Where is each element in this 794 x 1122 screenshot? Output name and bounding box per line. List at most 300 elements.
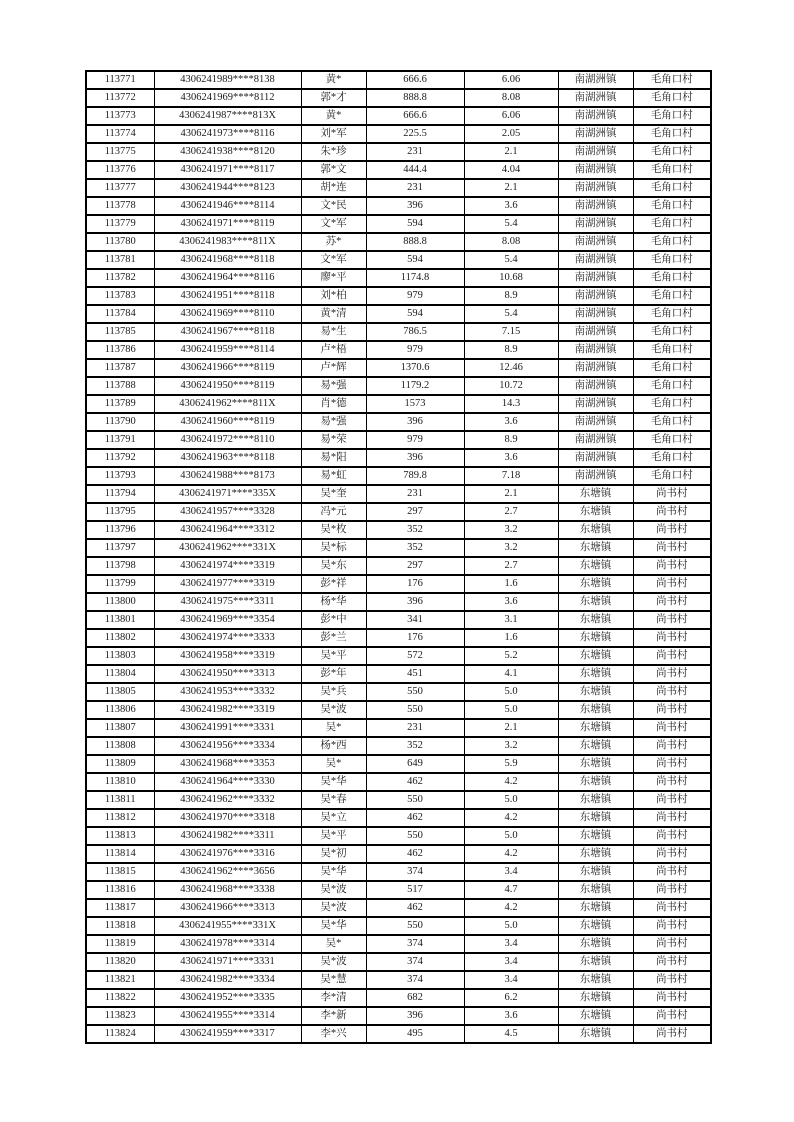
cell-seq: 113773 bbox=[86, 107, 154, 125]
cell-village: 毛角口村 bbox=[633, 287, 711, 305]
cell-village: 尚书村 bbox=[633, 683, 711, 701]
cell-amount: 352 bbox=[366, 521, 464, 539]
cell-seq: 113776 bbox=[86, 161, 154, 179]
cell-name: 吴* bbox=[301, 935, 366, 953]
table-row bbox=[86, 701, 711, 719]
cell-id_number: 4306241964****3330 bbox=[154, 773, 301, 791]
cell-town: 东塘镇 bbox=[558, 899, 633, 917]
cell-area: 5.2 bbox=[464, 647, 558, 665]
cell-amount: 297 bbox=[366, 503, 464, 521]
cell-amount: 231 bbox=[366, 485, 464, 503]
cell-name: 彭*兰 bbox=[301, 629, 366, 647]
table-row bbox=[86, 737, 711, 755]
cell-town: 东塘镇 bbox=[558, 701, 633, 719]
cell-amount: 594 bbox=[366, 215, 464, 233]
cell-amount: 341 bbox=[366, 611, 464, 629]
cell-village: 尚书村 bbox=[633, 809, 711, 827]
cell-area: 7.18 bbox=[464, 467, 558, 485]
cell-id_number: 4306241971****8117 bbox=[154, 161, 301, 179]
cell-seq: 113817 bbox=[86, 899, 154, 917]
table-row bbox=[86, 917, 711, 935]
table-row bbox=[86, 611, 711, 629]
cell-id_number: 4306241950****3313 bbox=[154, 665, 301, 683]
table-row bbox=[86, 845, 711, 863]
cell-amount: 462 bbox=[366, 809, 464, 827]
cell-area: 4.1 bbox=[464, 665, 558, 683]
table-row bbox=[86, 251, 711, 269]
cell-area: 4.2 bbox=[464, 809, 558, 827]
table-row bbox=[86, 557, 711, 575]
cell-name: 彭*祥 bbox=[301, 575, 366, 593]
cell-id_number: 4306241958****3319 bbox=[154, 647, 301, 665]
cell-amount: 396 bbox=[366, 413, 464, 431]
cell-town: 东塘镇 bbox=[558, 557, 633, 575]
table-row bbox=[86, 143, 711, 161]
table-row bbox=[86, 413, 711, 431]
cell-town: 东塘镇 bbox=[558, 575, 633, 593]
cell-amount: 462 bbox=[366, 899, 464, 917]
cell-village: 毛角口村 bbox=[633, 359, 711, 377]
cell-id_number: 4306241968****3338 bbox=[154, 881, 301, 899]
cell-town: 南湖洲镇 bbox=[558, 197, 633, 215]
table-row bbox=[86, 719, 711, 737]
cell-village: 毛角口村 bbox=[633, 305, 711, 323]
table-row bbox=[86, 881, 711, 899]
table-row bbox=[86, 863, 711, 881]
cell-name: 吴*春 bbox=[301, 791, 366, 809]
cell-area: 3.4 bbox=[464, 971, 558, 989]
cell-village: 毛角口村 bbox=[633, 143, 711, 161]
cell-amount: 396 bbox=[366, 449, 464, 467]
cell-area: 3.2 bbox=[464, 539, 558, 557]
cell-area: 3.6 bbox=[464, 1007, 558, 1025]
cell-seq: 113780 bbox=[86, 233, 154, 251]
cell-seq: 113796 bbox=[86, 521, 154, 539]
cell-town: 东塘镇 bbox=[558, 503, 633, 521]
cell-id_number: 4306241968****8118 bbox=[154, 251, 301, 269]
cell-amount: 594 bbox=[366, 251, 464, 269]
cell-id_number: 4306241967****8118 bbox=[154, 323, 301, 341]
cell-area: 2.7 bbox=[464, 503, 558, 521]
cell-seq: 113813 bbox=[86, 827, 154, 845]
cell-village: 尚书村 bbox=[633, 1025, 711, 1043]
cell-seq: 113807 bbox=[86, 719, 154, 737]
cell-name: 吴*慧 bbox=[301, 971, 366, 989]
cell-amount: 789.8 bbox=[366, 467, 464, 485]
cell-id_number: 4306241964****3312 bbox=[154, 521, 301, 539]
cell-town: 东塘镇 bbox=[558, 827, 633, 845]
cell-village: 尚书村 bbox=[633, 845, 711, 863]
table-row bbox=[86, 791, 711, 809]
cell-area: 3.6 bbox=[464, 197, 558, 215]
cell-town: 东塘镇 bbox=[558, 521, 633, 539]
cell-seq: 113781 bbox=[86, 251, 154, 269]
table-row bbox=[86, 935, 711, 953]
cell-name: 杨*西 bbox=[301, 737, 366, 755]
table-row bbox=[86, 197, 711, 215]
cell-town: 南湖洲镇 bbox=[558, 107, 633, 125]
cell-id_number: 4306241971****8119 bbox=[154, 215, 301, 233]
cell-amount: 352 bbox=[366, 539, 464, 557]
table-row bbox=[86, 683, 711, 701]
cell-area: 10.68 bbox=[464, 269, 558, 287]
cell-name: 易*虹 bbox=[301, 467, 366, 485]
table-row bbox=[86, 161, 711, 179]
cell-name: 吴*平 bbox=[301, 647, 366, 665]
cell-name: 吴*波 bbox=[301, 899, 366, 917]
cell-seq: 113805 bbox=[86, 683, 154, 701]
cell-seq: 113822 bbox=[86, 989, 154, 1007]
cell-area: 3.2 bbox=[464, 737, 558, 755]
cell-town: 东塘镇 bbox=[558, 755, 633, 773]
cell-village: 尚书村 bbox=[633, 863, 711, 881]
cell-town: 东塘镇 bbox=[558, 665, 633, 683]
cell-area: 14.3 bbox=[464, 395, 558, 413]
cell-name: 吴*枚 bbox=[301, 521, 366, 539]
cell-amount: 374 bbox=[366, 971, 464, 989]
cell-seq: 113791 bbox=[86, 431, 154, 449]
cell-town: 东塘镇 bbox=[558, 881, 633, 899]
cell-village: 尚书村 bbox=[633, 881, 711, 899]
beneficiary-table bbox=[85, 70, 712, 1044]
cell-area: 5.0 bbox=[464, 791, 558, 809]
cell-area: 4.2 bbox=[464, 899, 558, 917]
cell-id_number: 4306241953****3332 bbox=[154, 683, 301, 701]
cell-area: 2.1 bbox=[464, 485, 558, 503]
cell-seq: 113799 bbox=[86, 575, 154, 593]
cell-seq: 113790 bbox=[86, 413, 154, 431]
cell-area: 5.0 bbox=[464, 827, 558, 845]
cell-id_number: 4306241987****813X bbox=[154, 107, 301, 125]
cell-amount: 1174.8 bbox=[366, 269, 464, 287]
cell-id_number: 4306241964****8116 bbox=[154, 269, 301, 287]
table-row bbox=[86, 593, 711, 611]
cell-seq: 113803 bbox=[86, 647, 154, 665]
cell-town: 南湖洲镇 bbox=[558, 179, 633, 197]
cell-village: 毛角口村 bbox=[633, 251, 711, 269]
cell-amount: 888.8 bbox=[366, 89, 464, 107]
cell-village: 尚书村 bbox=[633, 557, 711, 575]
cell-town: 东塘镇 bbox=[558, 593, 633, 611]
table-row bbox=[86, 827, 711, 845]
cell-seq: 113802 bbox=[86, 629, 154, 647]
cell-amount: 666.6 bbox=[366, 71, 464, 89]
cell-id_number: 4306241946****8114 bbox=[154, 197, 301, 215]
cell-id_number: 4306241944****8123 bbox=[154, 179, 301, 197]
cell-id_number: 4306241983****811X bbox=[154, 233, 301, 251]
table-row bbox=[86, 755, 711, 773]
cell-area: 8.08 bbox=[464, 89, 558, 107]
cell-name: 吴*华 bbox=[301, 917, 366, 935]
cell-village: 尚书村 bbox=[633, 737, 711, 755]
cell-seq: 113779 bbox=[86, 215, 154, 233]
cell-town: 东塘镇 bbox=[558, 971, 633, 989]
cell-town: 南湖洲镇 bbox=[558, 215, 633, 233]
cell-amount: 1573 bbox=[366, 395, 464, 413]
cell-name: 杨*华 bbox=[301, 593, 366, 611]
cell-id_number: 4306241974****3333 bbox=[154, 629, 301, 647]
table-row bbox=[86, 953, 711, 971]
cell-area: 1.6 bbox=[464, 575, 558, 593]
cell-name: 卢*梧 bbox=[301, 341, 366, 359]
cell-amount: 396 bbox=[366, 593, 464, 611]
cell-id_number: 4306241968****3353 bbox=[154, 755, 301, 773]
cell-id_number: 4306241982****3319 bbox=[154, 701, 301, 719]
cell-seq: 113795 bbox=[86, 503, 154, 521]
cell-area: 1.6 bbox=[464, 629, 558, 647]
cell-amount: 374 bbox=[366, 863, 464, 881]
cell-id_number: 4306241959****8114 bbox=[154, 341, 301, 359]
table-row bbox=[86, 359, 711, 377]
table-row bbox=[86, 323, 711, 341]
cell-name: 刘*柏 bbox=[301, 287, 366, 305]
cell-name: 李*兴 bbox=[301, 1025, 366, 1043]
cell-name: 文*军 bbox=[301, 215, 366, 233]
cell-amount: 495 bbox=[366, 1025, 464, 1043]
cell-amount: 786.5 bbox=[366, 323, 464, 341]
cell-village: 尚书村 bbox=[633, 611, 711, 629]
cell-name: 吴*波 bbox=[301, 953, 366, 971]
cell-town: 东塘镇 bbox=[558, 953, 633, 971]
cell-id_number: 4306241957****3328 bbox=[154, 503, 301, 521]
cell-town: 东塘镇 bbox=[558, 737, 633, 755]
cell-id_number: 4306241951****8118 bbox=[154, 287, 301, 305]
cell-amount: 550 bbox=[366, 791, 464, 809]
cell-village: 尚书村 bbox=[633, 539, 711, 557]
cell-town: 南湖洲镇 bbox=[558, 449, 633, 467]
table-row bbox=[86, 431, 711, 449]
cell-name: 文*军 bbox=[301, 251, 366, 269]
cell-village: 尚书村 bbox=[633, 773, 711, 791]
cell-area: 3.6 bbox=[464, 449, 558, 467]
table-row bbox=[86, 341, 711, 359]
cell-village: 毛角口村 bbox=[633, 323, 711, 341]
cell-village: 尚书村 bbox=[633, 899, 711, 917]
cell-seq: 113774 bbox=[86, 125, 154, 143]
cell-area: 10.72 bbox=[464, 377, 558, 395]
cell-area: 4.2 bbox=[464, 845, 558, 863]
cell-name: 郭*文 bbox=[301, 161, 366, 179]
table-row bbox=[86, 539, 711, 557]
cell-town: 南湖洲镇 bbox=[558, 377, 633, 395]
table-row bbox=[86, 377, 711, 395]
cell-area: 3.4 bbox=[464, 935, 558, 953]
cell-name: 苏* bbox=[301, 233, 366, 251]
cell-town: 东塘镇 bbox=[558, 683, 633, 701]
cell-town: 东塘镇 bbox=[558, 611, 633, 629]
cell-area: 3.6 bbox=[464, 593, 558, 611]
cell-seq: 113816 bbox=[86, 881, 154, 899]
table-row bbox=[86, 1025, 711, 1043]
cell-name: 黄* bbox=[301, 107, 366, 125]
table-row bbox=[86, 179, 711, 197]
cell-village: 尚书村 bbox=[633, 827, 711, 845]
cell-id_number: 4306241969****3354 bbox=[154, 611, 301, 629]
cell-village: 毛角口村 bbox=[633, 125, 711, 143]
cell-area: 5.4 bbox=[464, 215, 558, 233]
cell-town: 东塘镇 bbox=[558, 485, 633, 503]
cell-seq: 113772 bbox=[86, 89, 154, 107]
cell-area: 5.9 bbox=[464, 755, 558, 773]
cell-amount: 231 bbox=[366, 179, 464, 197]
cell-amount: 374 bbox=[366, 935, 464, 953]
cell-village: 毛角口村 bbox=[633, 89, 711, 107]
cell-amount: 550 bbox=[366, 917, 464, 935]
cell-amount: 979 bbox=[366, 431, 464, 449]
cell-village: 毛角口村 bbox=[633, 467, 711, 485]
cell-id_number: 4306241976****3316 bbox=[154, 845, 301, 863]
cell-seq: 113787 bbox=[86, 359, 154, 377]
cell-town: 东塘镇 bbox=[558, 1007, 633, 1025]
cell-village: 尚书村 bbox=[633, 521, 711, 539]
cell-village: 毛角口村 bbox=[633, 197, 711, 215]
cell-town: 南湖洲镇 bbox=[558, 413, 633, 431]
cell-name: 郭*才 bbox=[301, 89, 366, 107]
cell-area: 6.06 bbox=[464, 71, 558, 89]
cell-village: 毛角口村 bbox=[633, 215, 711, 233]
cell-id_number: 4306241962****3656 bbox=[154, 863, 301, 881]
cell-id_number: 4306241975****3311 bbox=[154, 593, 301, 611]
table-row bbox=[86, 395, 711, 413]
cell-id_number: 4306241966****8119 bbox=[154, 359, 301, 377]
cell-seq: 113784 bbox=[86, 305, 154, 323]
cell-village: 毛角口村 bbox=[633, 179, 711, 197]
table-row bbox=[86, 971, 711, 989]
cell-village: 毛角口村 bbox=[633, 233, 711, 251]
table-row bbox=[86, 575, 711, 593]
table-row bbox=[86, 773, 711, 791]
cell-town: 东塘镇 bbox=[558, 809, 633, 827]
cell-village: 毛角口村 bbox=[633, 431, 711, 449]
cell-town: 东塘镇 bbox=[558, 629, 633, 647]
cell-area: 8.9 bbox=[464, 341, 558, 359]
cell-name: 吴*标 bbox=[301, 539, 366, 557]
cell-name: 吴*东 bbox=[301, 557, 366, 575]
cell-area: 5.0 bbox=[464, 917, 558, 935]
cell-area: 3.4 bbox=[464, 863, 558, 881]
cell-id_number: 4306241973****8116 bbox=[154, 125, 301, 143]
cell-name: 卢*辉 bbox=[301, 359, 366, 377]
cell-town: 东塘镇 bbox=[558, 935, 633, 953]
cell-id_number: 4306241966****3313 bbox=[154, 899, 301, 917]
cell-amount: 462 bbox=[366, 845, 464, 863]
cell-area: 8.9 bbox=[464, 287, 558, 305]
cell-amount: 462 bbox=[366, 773, 464, 791]
cell-amount: 374 bbox=[366, 953, 464, 971]
cell-village: 尚书村 bbox=[633, 665, 711, 683]
cell-seq: 113820 bbox=[86, 953, 154, 971]
cell-town: 东塘镇 bbox=[558, 791, 633, 809]
cell-name: 肖*德 bbox=[301, 395, 366, 413]
cell-amount: 550 bbox=[366, 683, 464, 701]
cell-seq: 113775 bbox=[86, 143, 154, 161]
cell-id_number: 4306241938****8120 bbox=[154, 143, 301, 161]
cell-id_number: 4306241982****3311 bbox=[154, 827, 301, 845]
cell-name: 吴*平 bbox=[301, 827, 366, 845]
cell-village: 尚书村 bbox=[633, 1007, 711, 1025]
cell-area: 2.1 bbox=[464, 179, 558, 197]
cell-village: 尚书村 bbox=[633, 971, 711, 989]
table-row bbox=[86, 125, 711, 143]
cell-amount: 666.6 bbox=[366, 107, 464, 125]
cell-amount: 979 bbox=[366, 341, 464, 359]
cell-area: 2.05 bbox=[464, 125, 558, 143]
cell-town: 南湖洲镇 bbox=[558, 431, 633, 449]
cell-town: 南湖洲镇 bbox=[558, 71, 633, 89]
cell-seq: 113821 bbox=[86, 971, 154, 989]
cell-amount: 352 bbox=[366, 737, 464, 755]
cell-town: 南湖洲镇 bbox=[558, 161, 633, 179]
cell-town: 东塘镇 bbox=[558, 863, 633, 881]
cell-name: 廖*平 bbox=[301, 269, 366, 287]
cell-amount: 594 bbox=[366, 305, 464, 323]
cell-area: 4.04 bbox=[464, 161, 558, 179]
cell-amount: 451 bbox=[366, 665, 464, 683]
cell-area: 3.1 bbox=[464, 611, 558, 629]
cell-village: 毛角口村 bbox=[633, 413, 711, 431]
cell-town: 南湖洲镇 bbox=[558, 341, 633, 359]
cell-seq: 113777 bbox=[86, 179, 154, 197]
cell-area: 2.1 bbox=[464, 719, 558, 737]
cell-id_number: 4306241962****811X bbox=[154, 395, 301, 413]
cell-amount: 888.8 bbox=[366, 233, 464, 251]
cell-name: 吴*华 bbox=[301, 863, 366, 881]
cell-seq: 113823 bbox=[86, 1007, 154, 1025]
cell-name: 李*新 bbox=[301, 1007, 366, 1025]
cell-area: 4.2 bbox=[464, 773, 558, 791]
cell-id_number: 4306241950****8119 bbox=[154, 377, 301, 395]
cell-village: 毛角口村 bbox=[633, 269, 711, 287]
cell-village: 尚书村 bbox=[633, 701, 711, 719]
cell-id_number: 4306241974****3319 bbox=[154, 557, 301, 575]
table-row bbox=[86, 467, 711, 485]
cell-amount: 176 bbox=[366, 575, 464, 593]
cell-name: 易*阳 bbox=[301, 449, 366, 467]
cell-village: 毛角口村 bbox=[633, 341, 711, 359]
cell-id_number: 4306241982****3334 bbox=[154, 971, 301, 989]
cell-amount: 682 bbox=[366, 989, 464, 1007]
cell-seq: 113814 bbox=[86, 845, 154, 863]
cell-area: 4.7 bbox=[464, 881, 558, 899]
cell-name: 吴*华 bbox=[301, 773, 366, 791]
cell-town: 东塘镇 bbox=[558, 773, 633, 791]
cell-area: 7.15 bbox=[464, 323, 558, 341]
cell-amount: 1179.2 bbox=[366, 377, 464, 395]
cell-seq: 113812 bbox=[86, 809, 154, 827]
cell-village: 尚书村 bbox=[633, 575, 711, 593]
cell-village: 尚书村 bbox=[633, 647, 711, 665]
cell-town: 南湖洲镇 bbox=[558, 467, 633, 485]
cell-name: 吴* bbox=[301, 719, 366, 737]
cell-id_number: 4306241970****3318 bbox=[154, 809, 301, 827]
cell-seq: 113782 bbox=[86, 269, 154, 287]
cell-area: 3.6 bbox=[464, 413, 558, 431]
cell-area: 6.06 bbox=[464, 107, 558, 125]
cell-name: 黄*清 bbox=[301, 305, 366, 323]
table-row bbox=[86, 899, 711, 917]
cell-amount: 1370.6 bbox=[366, 359, 464, 377]
table-row bbox=[86, 305, 711, 323]
cell-village: 毛角口村 bbox=[633, 377, 711, 395]
cell-seq: 113798 bbox=[86, 557, 154, 575]
table-row bbox=[86, 503, 711, 521]
table-row bbox=[86, 665, 711, 683]
cell-name: 吴*波 bbox=[301, 701, 366, 719]
table-row bbox=[86, 485, 711, 503]
cell-id_number: 4306241972****8110 bbox=[154, 431, 301, 449]
cell-village: 尚书村 bbox=[633, 917, 711, 935]
cell-name: 彭*年 bbox=[301, 665, 366, 683]
